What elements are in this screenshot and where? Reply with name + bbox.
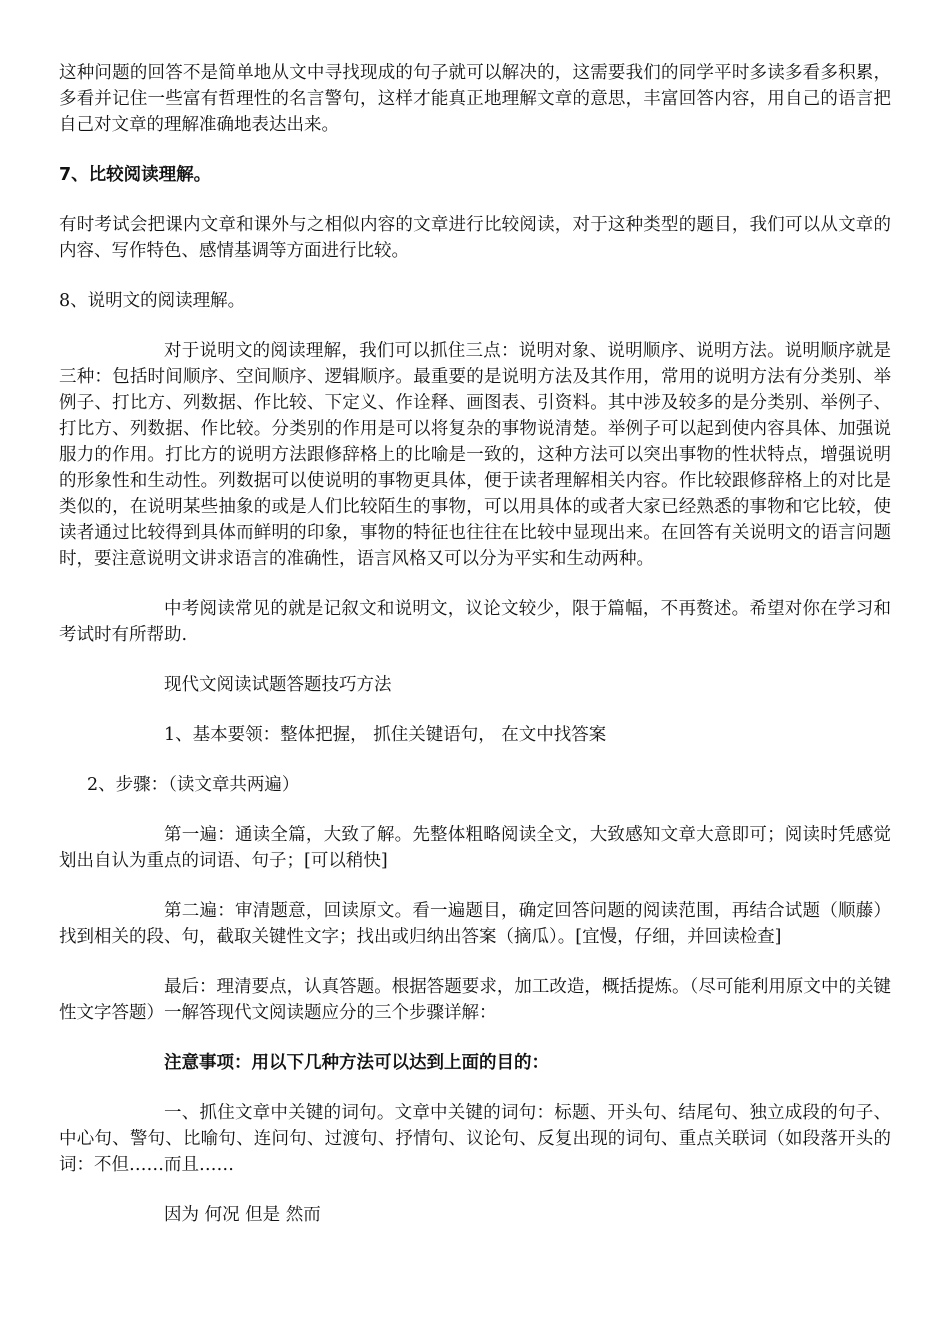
step-second-read: 第二遍：审清题意，回读原文。看一遍题目，确定回答问题的阅读范围，再结合试题（顺藤）找到相关的段、句，截取关键性文字；找出或归纳出答案（摘瓜）。[宜慢，仔细，并回读检查] <box>59 901 891 947</box>
document-page <box>59 60 891 1252</box>
connective-words: 因为 何况 但是 然而 <box>164 1205 321 1225</box>
step-procedure: 2、步骤：（读文章共两遍） <box>87 775 300 795</box>
note-heading: 注意事项：用以下几种方法可以达到上面的目的： <box>164 1053 549 1073</box>
paragraph-expository-methods: 对于说明文的阅读理解，我们可以抓住三点：说明对象、说明顺序、说明方法。说明顺序就是三种：包括时间顺序、空间顺序、逻辑顺序。最重要的是说明方法及其作用，常用的说明方法有分类别、举例子、打比方、列数据、作比较、下定义、作诠释、画图表、引资料。其中涉及较多的是分类别、举例子、打比方、列数据、作比较。分类别的作用是可以将复杂的事物说清楚。举例子可以起到使内容具体、加强说服力的作用。打比方的说明方法跟修辞格上的比喻是一致的，这种方法可以突出事物的性状特点，增强说明的形象性和生动性。列数据可以使说明的事物更具体，便于读者理解相关内容。作比较跟修辞格上的对比是类似的，在说明某些抽象的或是人们比较陌生的事物，可以用具体的或者大家已经熟悉的事物和它比较，使读者通过比较得到具体而鲜明的印象，事物的特征也往往在比较中显现出来。在回答有关说明文的语言问题时，要注意说明文讲求语言的准确性，语言风格又可以分为平实和生动两种。 <box>59 341 891 569</box>
step-first-read: 第一遍：通读全篇，大致了解。先整体粗略阅读全文，大致感知文章大意即可；阅读时凭感觉划出自认为重点的词语、句子；[可以稍快] <box>59 825 891 871</box>
method-key-sentences: 一、抓住文章中关键的词句。文章中关键的词句：标题、开头句、结尾句、独立成段的句子、中心句、警句、比喻句、连问句、过渡句、抒情句、议论句、反复出现的词句、重点关联词（如段落开头的词：不但……而且…… <box>59 1103 891 1175</box>
step-final: 最后：理清要点，认真答题。根据答题要求，加工改造，概括提炼。（尽可能利用原文中的关键性文字答题）一解答现代文阅读题应分的三个步骤详解： <box>59 977 891 1023</box>
section-title-techniques: 现代文阅读试题答题技巧方法 <box>164 675 392 695</box>
paragraph-comparative-reading: 有时考试会把课内文章和课外与之相似内容的文章进行比较阅读，对于这种类型的题目，我们可以从文章的内容、写作特色、感情基调等方面进行比较。 <box>59 215 891 261</box>
paragraph-exam-summary: 中考阅读常见的就是记叙文和说明文，议论文较少，限于篇幅，不再赘述。希望对你在学习和考试时有所帮助. <box>59 599 891 645</box>
heading-8-expository-reading: 8、说明文的阅读理解。 <box>59 291 246 311</box>
heading-7-comparative-reading: 7、比较阅读理解。 <box>59 165 212 185</box>
paragraph-answer-method: 这种问题的回答不是简单地从文中寻找现成的句子就可以解决的，这需要我们的同学平时多读多看多积累，多看并记住一些富有哲理性的名言警句，这样才能真正地理解文章的意思，丰富回答内容，用自己的语言把自己对文章的理解准确地表达出来。 <box>59 63 891 135</box>
step-basic-essentials: 1、基本要领：整体把握， 抓住关键语句， 在文中找答案 <box>164 725 607 745</box>
